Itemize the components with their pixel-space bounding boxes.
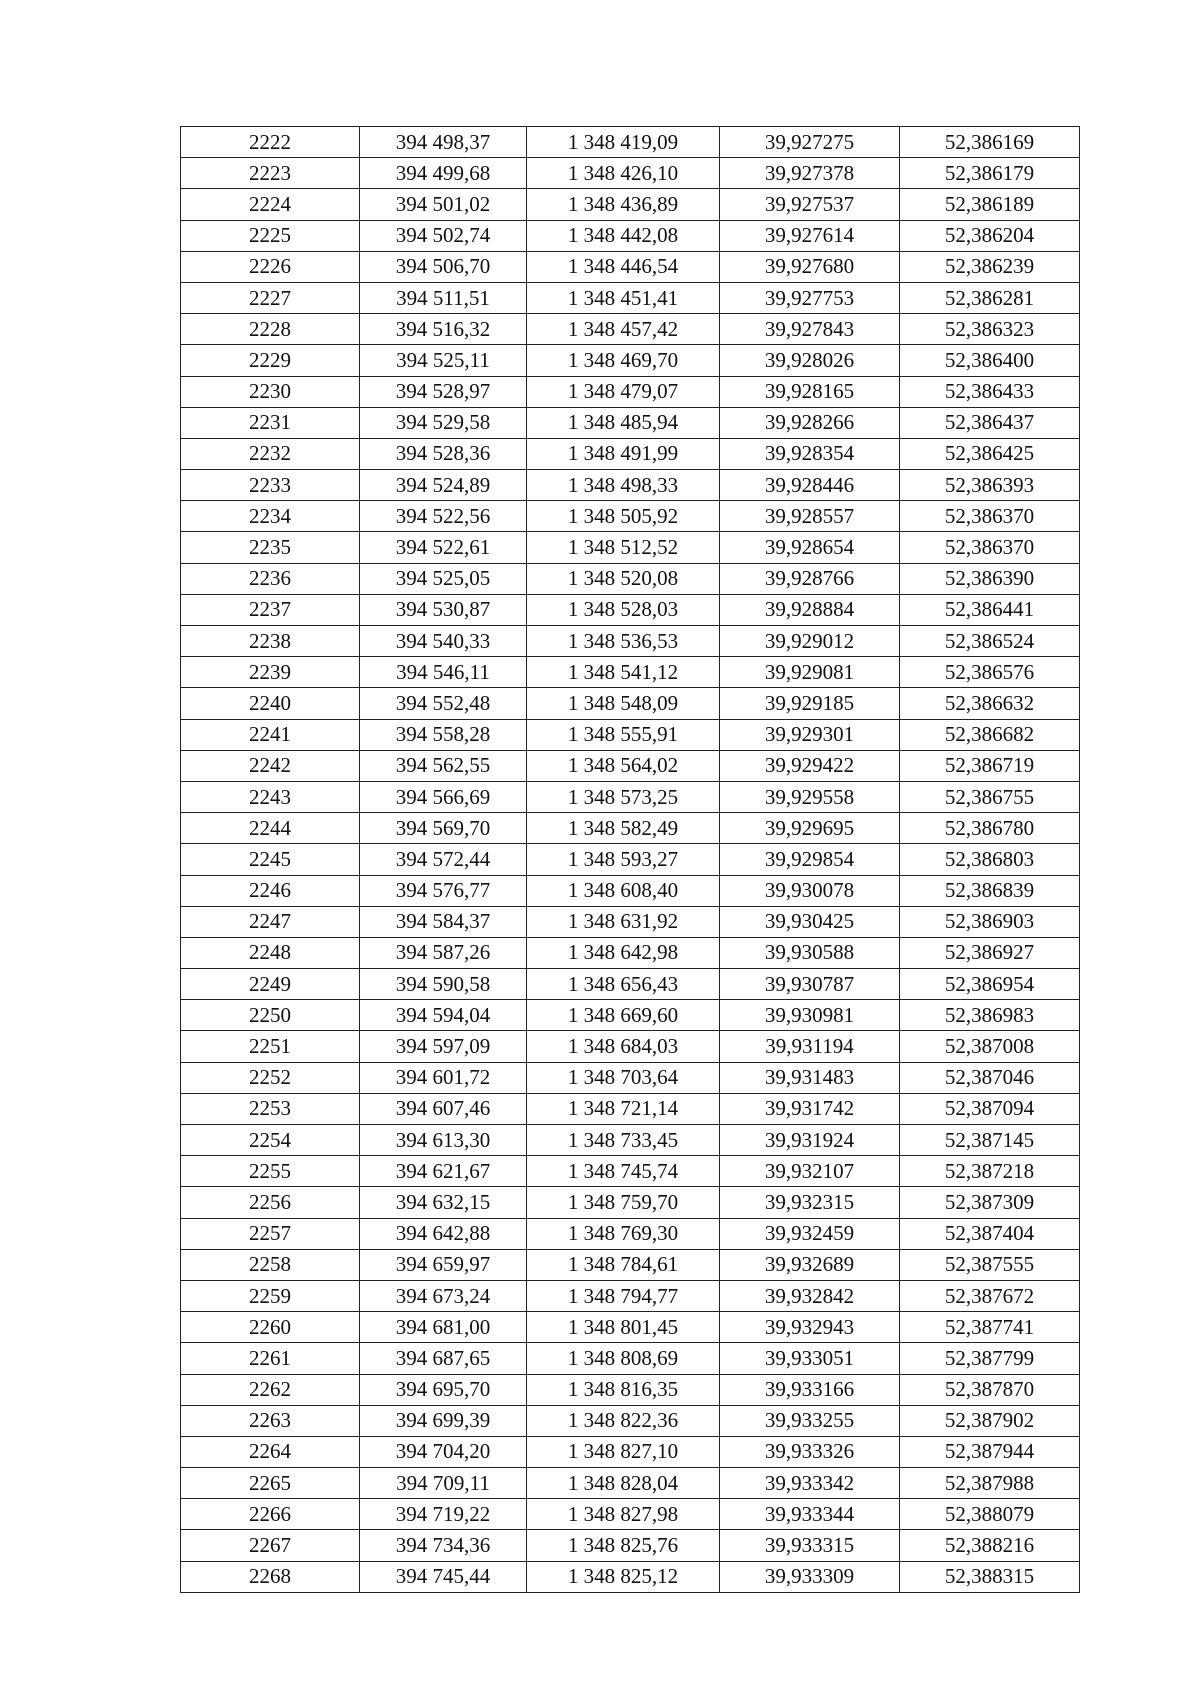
table-row	[181, 969, 1080, 1000]
x-coordinate-cell: 394 506,70	[360, 251, 527, 282]
point-number-cell: 2256	[181, 1187, 360, 1218]
table-row	[181, 1561, 1080, 1592]
table-row	[181, 251, 1080, 282]
y-coordinate-cell: 1 348 794,77	[527, 1280, 720, 1311]
longitude-cell: 52,386323	[900, 314, 1080, 345]
point-number-cell: 2250	[181, 1000, 360, 1031]
latitude-cell: 39,927753	[720, 282, 900, 313]
point-number-cell: 2242	[181, 750, 360, 781]
point-number-cell: 2264	[181, 1436, 360, 1467]
x-coordinate-cell: 394 552,48	[360, 688, 527, 719]
y-coordinate-cell: 1 348 573,25	[527, 781, 720, 812]
y-coordinate-cell: 1 348 703,64	[527, 1062, 720, 1093]
y-coordinate-cell: 1 348 419,09	[527, 127, 720, 158]
table-row	[181, 1405, 1080, 1436]
point-number-cell: 2266	[181, 1499, 360, 1530]
longitude-cell: 52,386281	[900, 282, 1080, 313]
latitude-cell: 39,933315	[720, 1530, 900, 1561]
latitude-cell: 39,933326	[720, 1436, 900, 1467]
table-row	[181, 1000, 1080, 1031]
table-row	[181, 1499, 1080, 1530]
longitude-cell: 52,386803	[900, 844, 1080, 875]
point-number-cell: 2244	[181, 813, 360, 844]
x-coordinate-cell: 394 587,26	[360, 937, 527, 968]
table-row	[181, 1468, 1080, 1499]
point-number-cell: 2245	[181, 844, 360, 875]
y-coordinate-cell: 1 348 436,89	[527, 189, 720, 220]
table-row	[181, 1249, 1080, 1280]
longitude-cell: 52,386755	[900, 781, 1080, 812]
x-coordinate-cell: 394 659,97	[360, 1249, 527, 1280]
point-number-cell: 2251	[181, 1031, 360, 1062]
latitude-cell: 39,932943	[720, 1312, 900, 1343]
point-number-cell: 2268	[181, 1561, 360, 1592]
point-number-cell: 2254	[181, 1125, 360, 1156]
y-coordinate-cell: 1 348 608,40	[527, 875, 720, 906]
longitude-cell: 52,386927	[900, 937, 1080, 968]
table-row	[181, 937, 1080, 968]
table-row	[181, 158, 1080, 189]
latitude-cell: 39,929854	[720, 844, 900, 875]
y-coordinate-cell: 1 348 536,53	[527, 626, 720, 657]
longitude-cell: 52,387046	[900, 1062, 1080, 1093]
latitude-cell: 39,927378	[720, 158, 900, 189]
latitude-cell: 39,933309	[720, 1561, 900, 1592]
table-row	[181, 1062, 1080, 1093]
y-coordinate-cell: 1 348 479,07	[527, 376, 720, 407]
point-number-cell: 2252	[181, 1062, 360, 1093]
longitude-cell: 52,387094	[900, 1093, 1080, 1124]
longitude-cell: 52,386169	[900, 127, 1080, 158]
table-row	[181, 844, 1080, 875]
y-coordinate-cell: 1 348 485,94	[527, 407, 720, 438]
latitude-cell: 39,932842	[720, 1280, 900, 1311]
table-row	[181, 1530, 1080, 1561]
x-coordinate-cell: 394 734,36	[360, 1530, 527, 1561]
x-coordinate-cell: 394 540,33	[360, 626, 527, 657]
longitude-cell: 52,386441	[900, 594, 1080, 625]
longitude-cell: 52,386632	[900, 688, 1080, 719]
longitude-cell: 52,386903	[900, 906, 1080, 937]
x-coordinate-cell: 394 558,28	[360, 719, 527, 750]
latitude-cell: 39,931483	[720, 1062, 900, 1093]
longitude-cell: 52,386576	[900, 657, 1080, 688]
longitude-cell: 52,388216	[900, 1530, 1080, 1561]
latitude-cell: 39,933342	[720, 1468, 900, 1499]
table-row	[181, 1125, 1080, 1156]
longitude-cell: 52,386393	[900, 470, 1080, 501]
x-coordinate-cell: 394 569,70	[360, 813, 527, 844]
table-row	[181, 376, 1080, 407]
longitude-cell: 52,387741	[900, 1312, 1080, 1343]
y-coordinate-cell: 1 348 491,99	[527, 438, 720, 469]
y-coordinate-cell: 1 348 684,03	[527, 1031, 720, 1062]
longitude-cell: 52,386954	[900, 969, 1080, 1000]
y-coordinate-cell: 1 348 759,70	[527, 1187, 720, 1218]
x-coordinate-cell: 394 632,15	[360, 1187, 527, 1218]
longitude-cell: 52,387145	[900, 1125, 1080, 1156]
longitude-cell: 52,387555	[900, 1249, 1080, 1280]
latitude-cell: 39,928165	[720, 376, 900, 407]
table-row	[181, 1343, 1080, 1374]
point-number-cell: 2228	[181, 314, 360, 345]
latitude-cell: 39,932315	[720, 1187, 900, 1218]
y-coordinate-cell: 1 348 426,10	[527, 158, 720, 189]
y-coordinate-cell: 1 348 564,02	[527, 750, 720, 781]
y-coordinate-cell: 1 348 528,03	[527, 594, 720, 625]
table-row	[181, 282, 1080, 313]
latitude-cell: 39,929422	[720, 750, 900, 781]
x-coordinate-cell: 394 529,58	[360, 407, 527, 438]
point-number-cell: 2248	[181, 937, 360, 968]
latitude-cell: 39,930981	[720, 1000, 900, 1031]
point-number-cell: 2262	[181, 1374, 360, 1405]
latitude-cell: 39,933255	[720, 1405, 900, 1436]
latitude-cell: 39,931194	[720, 1031, 900, 1062]
longitude-cell: 52,386370	[900, 532, 1080, 563]
y-coordinate-cell: 1 348 505,92	[527, 501, 720, 532]
table-row	[181, 1374, 1080, 1405]
point-number-cell: 2249	[181, 969, 360, 1000]
point-number-cell: 2243	[181, 781, 360, 812]
y-coordinate-cell: 1 348 541,12	[527, 657, 720, 688]
point-number-cell: 2231	[181, 407, 360, 438]
latitude-cell: 39,931924	[720, 1125, 900, 1156]
latitude-cell: 39,928266	[720, 407, 900, 438]
x-coordinate-cell: 394 498,37	[360, 127, 527, 158]
point-number-cell: 2222	[181, 127, 360, 158]
x-coordinate-cell: 394 704,20	[360, 1436, 527, 1467]
point-number-cell: 2247	[181, 906, 360, 937]
point-number-cell: 2241	[181, 719, 360, 750]
point-number-cell: 2230	[181, 376, 360, 407]
x-coordinate-cell: 394 516,32	[360, 314, 527, 345]
x-coordinate-cell: 394 528,36	[360, 438, 527, 469]
x-coordinate-cell: 394 501,02	[360, 189, 527, 220]
latitude-cell: 39,933051	[720, 1343, 900, 1374]
table-row	[181, 750, 1080, 781]
latitude-cell: 39,929301	[720, 719, 900, 750]
y-coordinate-cell: 1 348 520,08	[527, 563, 720, 594]
y-coordinate-cell: 1 348 548,09	[527, 688, 720, 719]
x-coordinate-cell: 394 681,00	[360, 1312, 527, 1343]
latitude-cell: 39,929185	[720, 688, 900, 719]
point-number-cell: 2223	[181, 158, 360, 189]
x-coordinate-cell: 394 522,61	[360, 532, 527, 563]
latitude-cell: 39,932107	[720, 1156, 900, 1187]
point-number-cell: 2253	[181, 1093, 360, 1124]
y-coordinate-cell: 1 348 721,14	[527, 1093, 720, 1124]
x-coordinate-cell: 394 525,11	[360, 345, 527, 376]
longitude-cell: 52,386524	[900, 626, 1080, 657]
y-coordinate-cell: 1 348 498,33	[527, 470, 720, 501]
table-row	[181, 1436, 1080, 1467]
latitude-cell: 39,928766	[720, 563, 900, 594]
point-number-cell: 2235	[181, 532, 360, 563]
latitude-cell: 39,928557	[720, 501, 900, 532]
point-number-cell: 2238	[181, 626, 360, 657]
x-coordinate-cell: 394 522,56	[360, 501, 527, 532]
longitude-cell: 52,386370	[900, 501, 1080, 532]
x-coordinate-cell: 394 524,89	[360, 470, 527, 501]
table-row	[181, 1093, 1080, 1124]
point-number-cell: 2257	[181, 1218, 360, 1249]
longitude-cell: 52,387870	[900, 1374, 1080, 1405]
latitude-cell: 39,927843	[720, 314, 900, 345]
table-row	[181, 189, 1080, 220]
longitude-cell: 52,386204	[900, 220, 1080, 251]
y-coordinate-cell: 1 348 656,43	[527, 969, 720, 1000]
y-coordinate-cell: 1 348 631,92	[527, 906, 720, 937]
latitude-cell: 39,928354	[720, 438, 900, 469]
y-coordinate-cell: 1 348 469,70	[527, 345, 720, 376]
latitude-cell: 39,930787	[720, 969, 900, 1000]
x-coordinate-cell: 394 499,68	[360, 158, 527, 189]
y-coordinate-cell: 1 348 512,52	[527, 532, 720, 563]
latitude-cell: 39,932689	[720, 1249, 900, 1280]
point-number-cell: 2227	[181, 282, 360, 313]
latitude-cell: 39,929012	[720, 626, 900, 657]
y-coordinate-cell: 1 348 669,60	[527, 1000, 720, 1031]
longitude-cell: 52,386437	[900, 407, 1080, 438]
longitude-cell: 52,386400	[900, 345, 1080, 376]
longitude-cell: 52,386780	[900, 813, 1080, 844]
x-coordinate-cell: 394 528,97	[360, 376, 527, 407]
y-coordinate-cell: 1 348 825,12	[527, 1561, 720, 1592]
x-coordinate-cell: 394 584,37	[360, 906, 527, 937]
point-number-cell: 2233	[181, 470, 360, 501]
point-number-cell: 2258	[181, 1249, 360, 1280]
table-row	[181, 1218, 1080, 1249]
longitude-cell: 52,386839	[900, 875, 1080, 906]
latitude-cell: 39,933344	[720, 1499, 900, 1530]
longitude-cell: 52,387404	[900, 1218, 1080, 1249]
x-coordinate-cell: 394 642,88	[360, 1218, 527, 1249]
x-coordinate-cell: 394 745,44	[360, 1561, 527, 1592]
latitude-cell: 39,929558	[720, 781, 900, 812]
latitude-cell: 39,928446	[720, 470, 900, 501]
y-coordinate-cell: 1 348 784,61	[527, 1249, 720, 1280]
latitude-cell: 39,928884	[720, 594, 900, 625]
x-coordinate-cell: 394 546,11	[360, 657, 527, 688]
x-coordinate-cell: 394 719,22	[360, 1499, 527, 1530]
x-coordinate-cell: 394 594,04	[360, 1000, 527, 1031]
x-coordinate-cell: 394 590,58	[360, 969, 527, 1000]
y-coordinate-cell: 1 348 457,42	[527, 314, 720, 345]
longitude-cell: 52,387218	[900, 1156, 1080, 1187]
table-row	[181, 719, 1080, 750]
longitude-cell: 52,387309	[900, 1187, 1080, 1218]
longitude-cell: 52,386983	[900, 1000, 1080, 1031]
table-row	[181, 688, 1080, 719]
longitude-cell: 52,386179	[900, 158, 1080, 189]
latitude-cell: 39,928654	[720, 532, 900, 563]
point-number-cell: 2236	[181, 563, 360, 594]
table-row	[181, 1156, 1080, 1187]
table-row	[181, 906, 1080, 937]
latitude-cell: 39,930588	[720, 937, 900, 968]
latitude-cell: 39,927275	[720, 127, 900, 158]
y-coordinate-cell: 1 348 769,30	[527, 1218, 720, 1249]
latitude-cell: 39,927680	[720, 251, 900, 282]
y-coordinate-cell: 1 348 446,54	[527, 251, 720, 282]
x-coordinate-cell: 394 572,44	[360, 844, 527, 875]
longitude-cell: 52,386719	[900, 750, 1080, 781]
y-coordinate-cell: 1 348 822,36	[527, 1405, 720, 1436]
y-coordinate-cell: 1 348 825,76	[527, 1530, 720, 1561]
longitude-cell: 52,388315	[900, 1561, 1080, 1592]
y-coordinate-cell: 1 348 642,98	[527, 937, 720, 968]
table-row	[181, 657, 1080, 688]
x-coordinate-cell: 394 511,51	[360, 282, 527, 313]
longitude-cell: 52,387988	[900, 1468, 1080, 1499]
table-row	[181, 127, 1080, 158]
y-coordinate-cell: 1 348 582,49	[527, 813, 720, 844]
longitude-cell: 52,387672	[900, 1280, 1080, 1311]
point-number-cell: 2239	[181, 657, 360, 688]
point-number-cell: 2255	[181, 1156, 360, 1187]
x-coordinate-cell: 394 613,30	[360, 1125, 527, 1156]
table-row	[181, 532, 1080, 563]
latitude-cell: 39,928026	[720, 345, 900, 376]
point-number-cell: 2224	[181, 189, 360, 220]
point-number-cell: 2265	[181, 1468, 360, 1499]
table-row	[181, 626, 1080, 657]
latitude-cell: 39,933166	[720, 1374, 900, 1405]
table-row	[181, 594, 1080, 625]
longitude-cell: 52,387944	[900, 1436, 1080, 1467]
longitude-cell: 52,386390	[900, 563, 1080, 594]
longitude-cell: 52,386433	[900, 376, 1080, 407]
latitude-cell: 39,929695	[720, 813, 900, 844]
x-coordinate-cell: 394 607,46	[360, 1093, 527, 1124]
table-row	[181, 563, 1080, 594]
point-number-cell: 2261	[181, 1343, 360, 1374]
x-coordinate-cell: 394 673,24	[360, 1280, 527, 1311]
y-coordinate-cell: 1 348 827,98	[527, 1499, 720, 1530]
point-number-cell: 2246	[181, 875, 360, 906]
x-coordinate-cell: 394 530,87	[360, 594, 527, 625]
longitude-cell: 52,387799	[900, 1343, 1080, 1374]
x-coordinate-cell: 394 687,65	[360, 1343, 527, 1374]
point-number-cell: 2263	[181, 1405, 360, 1436]
y-coordinate-cell: 1 348 827,10	[527, 1436, 720, 1467]
table-row	[181, 875, 1080, 906]
longitude-cell: 52,386425	[900, 438, 1080, 469]
table-row	[181, 501, 1080, 532]
longitude-cell: 52,386682	[900, 719, 1080, 750]
x-coordinate-cell: 394 502,74	[360, 220, 527, 251]
coordinates-table-body	[181, 127, 1080, 1593]
longitude-cell: 52,387902	[900, 1405, 1080, 1436]
latitude-cell: 39,927537	[720, 189, 900, 220]
table-row	[181, 813, 1080, 844]
x-coordinate-cell: 394 566,69	[360, 781, 527, 812]
latitude-cell: 39,930425	[720, 906, 900, 937]
table-row	[181, 1312, 1080, 1343]
point-number-cell: 2229	[181, 345, 360, 376]
coordinates-table	[180, 126, 1080, 1593]
table-row	[181, 407, 1080, 438]
x-coordinate-cell: 394 695,70	[360, 1374, 527, 1405]
point-number-cell: 2260	[181, 1312, 360, 1343]
point-number-cell: 2226	[181, 251, 360, 282]
latitude-cell: 39,932459	[720, 1218, 900, 1249]
point-number-cell: 2234	[181, 501, 360, 532]
longitude-cell: 52,387008	[900, 1031, 1080, 1062]
y-coordinate-cell: 1 348 555,91	[527, 719, 720, 750]
y-coordinate-cell: 1 348 442,08	[527, 220, 720, 251]
y-coordinate-cell: 1 348 801,45	[527, 1312, 720, 1343]
latitude-cell: 39,931742	[720, 1093, 900, 1124]
table-row	[181, 220, 1080, 251]
point-number-cell: 2237	[181, 594, 360, 625]
table-row	[181, 470, 1080, 501]
table-row	[181, 314, 1080, 345]
x-coordinate-cell: 394 601,72	[360, 1062, 527, 1093]
latitude-cell: 39,930078	[720, 875, 900, 906]
table-row	[181, 345, 1080, 376]
x-coordinate-cell: 394 597,09	[360, 1031, 527, 1062]
y-coordinate-cell: 1 348 593,27	[527, 844, 720, 875]
x-coordinate-cell: 394 576,77	[360, 875, 527, 906]
x-coordinate-cell: 394 709,11	[360, 1468, 527, 1499]
table-row	[181, 781, 1080, 812]
x-coordinate-cell: 394 562,55	[360, 750, 527, 781]
y-coordinate-cell: 1 348 745,74	[527, 1156, 720, 1187]
x-coordinate-cell: 394 525,05	[360, 563, 527, 594]
point-number-cell: 2259	[181, 1280, 360, 1311]
point-number-cell: 2232	[181, 438, 360, 469]
table-row	[181, 1031, 1080, 1062]
y-coordinate-cell: 1 348 733,45	[527, 1125, 720, 1156]
y-coordinate-cell: 1 348 808,69	[527, 1343, 720, 1374]
x-coordinate-cell: 394 621,67	[360, 1156, 527, 1187]
latitude-cell: 39,929081	[720, 657, 900, 688]
x-coordinate-cell: 394 699,39	[360, 1405, 527, 1436]
y-coordinate-cell: 1 348 816,35	[527, 1374, 720, 1405]
table-row	[181, 1187, 1080, 1218]
point-number-cell: 2240	[181, 688, 360, 719]
longitude-cell: 52,386189	[900, 189, 1080, 220]
point-number-cell: 2267	[181, 1530, 360, 1561]
table-row	[181, 1280, 1080, 1311]
point-number-cell: 2225	[181, 220, 360, 251]
longitude-cell: 52,386239	[900, 251, 1080, 282]
table-row	[181, 438, 1080, 469]
y-coordinate-cell: 1 348 828,04	[527, 1468, 720, 1499]
longitude-cell: 52,388079	[900, 1499, 1080, 1530]
latitude-cell: 39,927614	[720, 220, 900, 251]
y-coordinate-cell: 1 348 451,41	[527, 282, 720, 313]
